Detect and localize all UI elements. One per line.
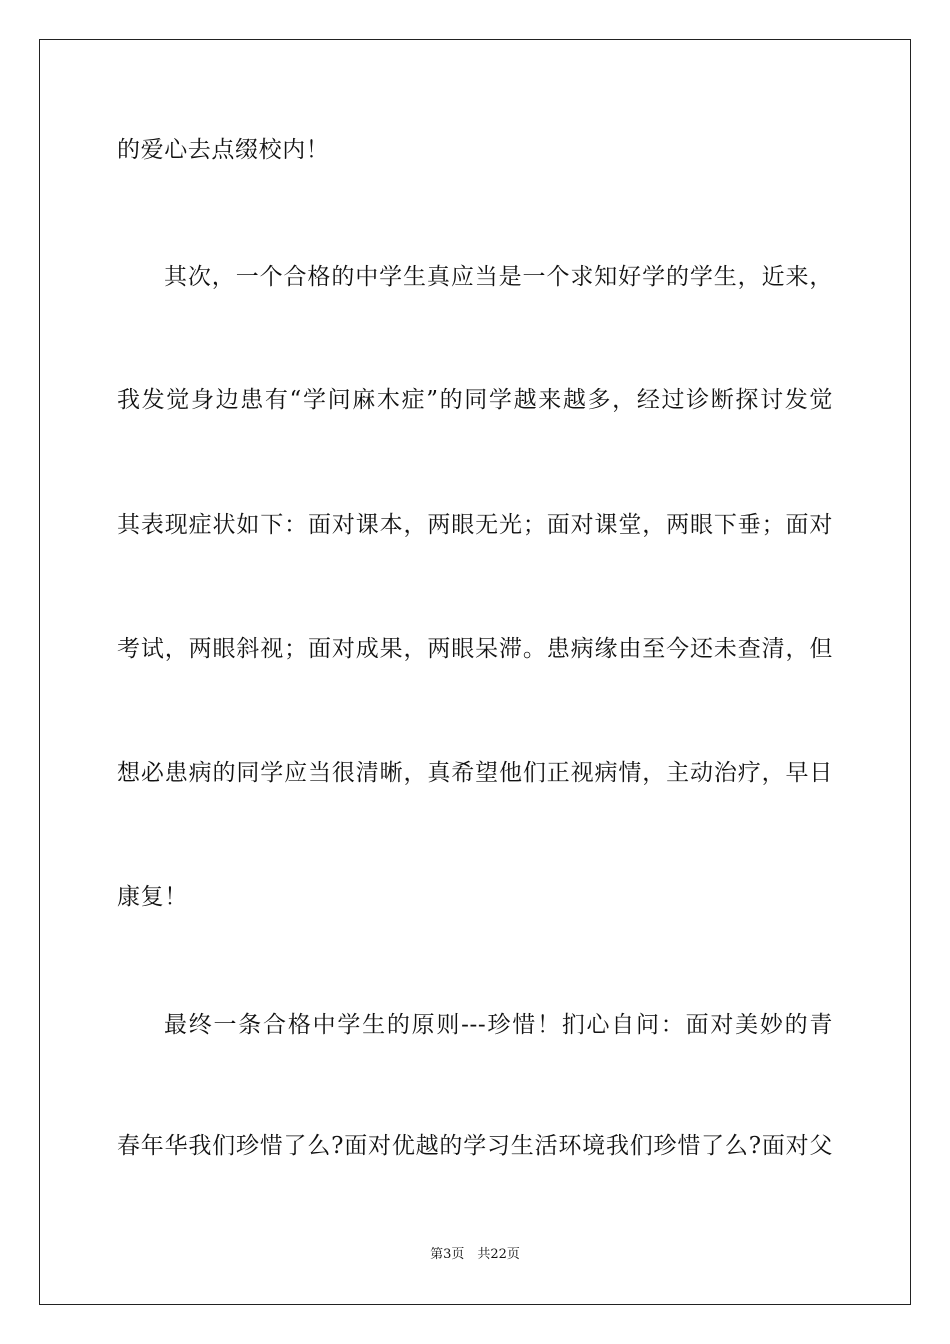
page-number-footer: 第3页 共22页 xyxy=(430,1247,520,1262)
text-line-9: 春年华我们珍惜了么?面对优越的学习生活环境我们珍惜了么?面对父 xyxy=(117,1133,833,1159)
page-border xyxy=(39,39,911,1305)
text-line-5: 考试，两眼斜视；面对成果，两眼呆滞。患病缘由至今还未查清，但 xyxy=(117,636,833,662)
text-line-7: 康复！ xyxy=(117,884,188,910)
text-line-6: 想必患病的同学应当很清晰，真希望他们正视病情，主动治疗，早日 xyxy=(117,760,833,786)
text-line-8: 最终一条合格中学生的原则---珍惜！扪心自问：面对美妙的青 xyxy=(164,1012,833,1038)
text-line-2: 其次，一个合格的中学生真应当是一个求知好学的学生，近来， xyxy=(164,264,833,290)
text-line-1: 的爱心去点缀校内！ xyxy=(117,137,330,163)
text-line-3: 我发觉身边患有“学问麻木症”的同学越来越多，经过诊断探讨发觉 xyxy=(117,387,833,413)
text-line-4: 其表现症状如下：面对课本，两眼无光；面对课堂，两眼下垂；面对 xyxy=(117,512,833,538)
